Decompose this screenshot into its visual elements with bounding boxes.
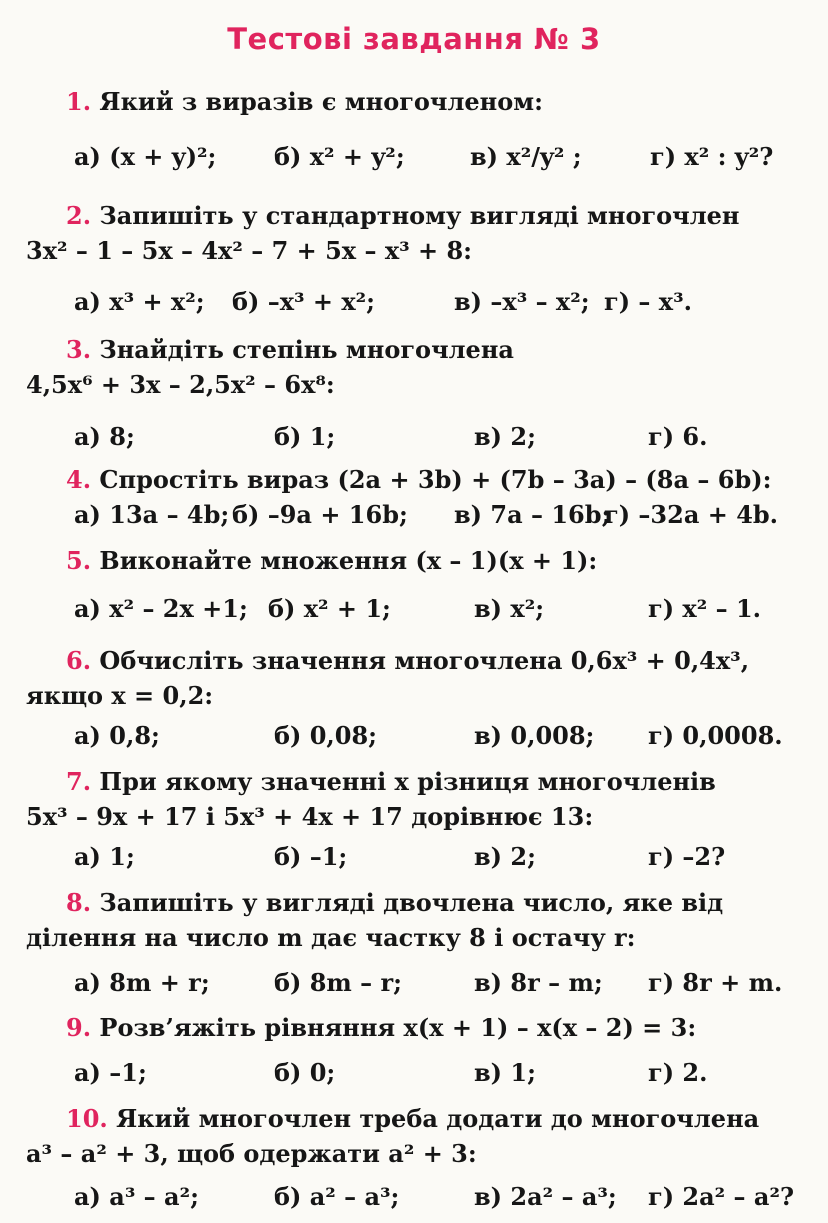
- answer-a: а) 8;: [74, 422, 135, 451]
- question-text-line2: a³ – a² + 3, щоб одержати a² + 3:: [26, 1139, 477, 1168]
- answer-b: б) x² + y²;: [274, 142, 405, 171]
- question-number: 2.: [66, 201, 92, 230]
- question-number: 5.: [66, 546, 92, 575]
- question-8: [26, 885, 812, 955]
- answer-d: г) – x³.: [604, 287, 692, 316]
- answer-a: а) –1;: [74, 1058, 147, 1087]
- question-number: 4.: [66, 465, 92, 494]
- answer-b: б) 8m – r;: [274, 968, 403, 997]
- question-10: [26, 1101, 812, 1171]
- question-text: Який многочлен треба додати до многочлена: [116, 1104, 760, 1133]
- answer-b: б) a² – a³;: [274, 1182, 400, 1211]
- answer-d: г) –2?: [648, 842, 726, 871]
- question-number: 7.: [66, 767, 92, 796]
- question-7: [26, 764, 812, 834]
- answers-7: [74, 840, 824, 874]
- question-text-line2: 3x² – 1 – 5x – 4x² – 7 + 5x – x³ + 8:: [26, 236, 473, 265]
- answer-b: б) 0,08;: [274, 721, 378, 750]
- answers-10: [74, 1180, 824, 1214]
- answer-c: в) 0,008;: [474, 721, 595, 750]
- answer-a: а) 0,8;: [74, 721, 160, 750]
- question-text: Запишіть у стандартному вигляді многочлен: [99, 201, 740, 230]
- answers-4: [74, 498, 824, 532]
- question-1: [26, 84, 812, 119]
- answer-d: г) 2.: [648, 1058, 708, 1087]
- answer-c: в) 7a – 16b;: [454, 500, 611, 529]
- answer-d: г) –32a + 4b.: [604, 500, 779, 529]
- question-text: Розв’яжіть рівняння x(x + 1) – x(x – 2) = 3:: [99, 1013, 697, 1042]
- answer-b: б) –9a + 16b;: [232, 500, 408, 529]
- answers-8: [74, 966, 824, 1000]
- question-5: [26, 543, 812, 578]
- question-text-line2: ділення на число m дає частку 8 і остачу r:: [26, 923, 636, 952]
- answer-a: а) (x + y)²;: [74, 142, 217, 171]
- question-text: При якому значенні x різниця многочленів: [99, 767, 716, 796]
- question-text: Запишіть у вигляді двочлена число, яке від: [99, 888, 724, 917]
- question-text: Виконайте множення (x – 1)(x + 1):: [99, 546, 598, 575]
- question-text-line2: 4,5x⁶ + 3x – 2,5x² – 6x⁸:: [26, 370, 335, 399]
- answer-a: а) 1;: [74, 842, 135, 871]
- answer-d: г) 2a² – a²?: [648, 1182, 795, 1211]
- question-text: Знайдіть степінь многочлена: [99, 335, 514, 364]
- answers-5: [74, 592, 824, 626]
- answer-d: г) x² – 1.: [648, 594, 762, 623]
- question-text-line2: 5x³ – 9x + 17 і 5x³ + 4x + 17 дорівнює 13:: [26, 802, 594, 831]
- question-number: 1.: [66, 87, 92, 116]
- answer-c: в) 2;: [474, 842, 536, 871]
- question-3: [26, 332, 812, 402]
- question-2: [26, 198, 812, 268]
- answers-3: [74, 420, 824, 454]
- answer-a: а) x² – 2x +1;: [74, 594, 248, 623]
- question-9: [26, 1010, 812, 1045]
- answer-b: б) –1;: [274, 842, 348, 871]
- question-4: [26, 462, 812, 497]
- answer-c: в) –x³ – x²;: [454, 287, 590, 316]
- question-number: 10.: [66, 1104, 108, 1133]
- answers-1: [74, 140, 824, 174]
- question-text: Спростіть вираз (2a + 3b) + (7b – 3a) – (8a – 6b):: [99, 465, 772, 494]
- answer-d: г) 6.: [648, 422, 708, 451]
- answer-b: б) 1;: [274, 422, 336, 451]
- answer-b: б) –x³ + x²;: [232, 287, 376, 316]
- answers-9: [74, 1056, 824, 1090]
- page-title: Тестові завдання № 3: [227, 22, 601, 56]
- question-text: Обчисліть значення многочлена 0,6x³ + 0,4x³,: [99, 646, 750, 675]
- answer-c: в) x²;: [474, 594, 545, 623]
- answer-b: б) x² + 1;: [268, 594, 391, 623]
- answers-6: [74, 719, 824, 753]
- question-number: 9.: [66, 1013, 92, 1042]
- answer-c: в) 1;: [474, 1058, 536, 1087]
- question-number: 6.: [66, 646, 92, 675]
- answer-d: г) 8r + m.: [648, 968, 783, 997]
- answer-a: а) 8m + r;: [74, 968, 210, 997]
- answer-a: а) a³ – a²;: [74, 1182, 199, 1211]
- question-text-line2: якщо x = 0,2:: [26, 681, 214, 710]
- answers-2: [74, 285, 824, 319]
- answer-c: в) 2;: [474, 422, 536, 451]
- question-number: 3.: [66, 335, 92, 364]
- answer-b: б) 0;: [274, 1058, 336, 1087]
- answer-c: в) 2a² – a³;: [474, 1182, 617, 1211]
- answer-d: г) 0,0008.: [648, 721, 783, 750]
- answer-a: а) 13a – 4b;: [74, 500, 230, 529]
- answer-d: г) x² : y²?: [650, 142, 774, 171]
- answer-a: а) x³ + x²;: [74, 287, 205, 316]
- answer-c: в) 8r – m;: [474, 968, 603, 997]
- question-text: Який з виразів є многочленом:: [99, 87, 543, 116]
- question-6: [26, 643, 812, 713]
- question-number: 8.: [66, 888, 92, 917]
- answer-c: в) x²/y² ;: [470, 142, 582, 171]
